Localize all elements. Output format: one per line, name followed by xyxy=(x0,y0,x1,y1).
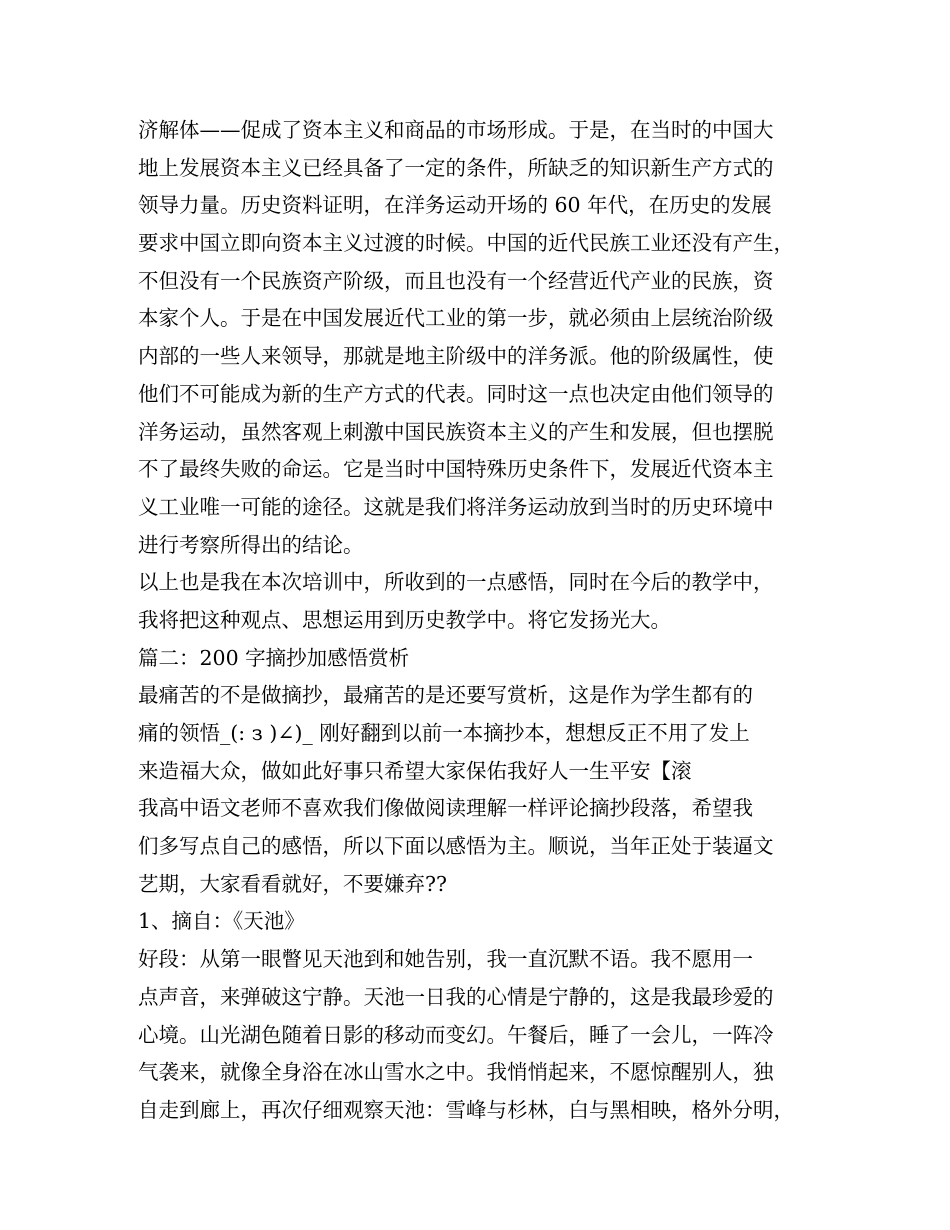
text-line: 自走到廊上，再次仔细观察天池：雪峰与杉林，白与黑相映，格外分明， xyxy=(138,1097,794,1122)
text-line: 进行考察所得出的结论。 xyxy=(138,532,364,557)
text-line: 义工业唯一可能的途径。这就是我们将洋务运动放到当时的历史环境中 xyxy=(138,494,774,519)
text-line: 要求中国立即向资本主义过渡的时候。中国的近代民族工业还没有产生， xyxy=(138,231,794,256)
subsection-heading: 1、摘自：《天池》 xyxy=(138,909,305,934)
text-line: 地上发展资本主义已经具备了一定的条件，所缺乏的知识新生产方式的 xyxy=(138,155,774,180)
text-line: 我高中语文老师不喜欢我们像做阅读理解一样评论摘抄段落，希望我 xyxy=(138,796,753,821)
text-line: 气袭来，就像全身浴在冰山雪水之中。我悄悄起来，不愿惊醒别人，独 xyxy=(138,1060,774,1085)
text-line: 痛的领悟_(: з )∠)_ 刚好翻到以前一本摘抄本，想想反正不用了发上 xyxy=(138,721,750,745)
section-heading: 篇二：200 字摘抄加感悟赏析 xyxy=(138,645,410,670)
text-line: 点声音，来弹破这宁静。天池一日我的心情是宁静的，这是我最珍爱的 xyxy=(138,984,774,1009)
text-line: 我将把这种观点、思想运用到历史教学中。将它发扬光大。 xyxy=(138,607,671,632)
body-text xyxy=(138,112,828,1130)
text-line: 最痛苦的不是做摘抄，最痛苦的是还要写赏析，这是作为学生都有的 xyxy=(138,683,753,708)
text-line: 洋务运动，虽然客观上刺激中国民族资本主义的产生和发展，但也摆脱 xyxy=(138,419,774,444)
text-line: 他们不可能成为新的生产方式的代表。同时这一点也决定由他们领导的 xyxy=(138,381,774,406)
text-line: 来造福大众，做如此好事只希望大家保佑我好人一生平安【滚 xyxy=(138,758,692,783)
text-line: 本家个人。于是在中国发展近代工业的第一步，就必须由上层统治阶级 xyxy=(138,306,774,331)
text-line: 艺期，大家看看就好，不要嫌弃?? xyxy=(138,871,447,896)
text-line: 内部的一些人来领导，那就是地主阶级中的洋务派。他的阶级属性，使 xyxy=(138,344,774,369)
text-line: 不了最终失败的命运。它是当时中国特殊历史条件下，发展近代资本主 xyxy=(138,457,774,482)
text-line: 济解体——促成了资本主义和商品的市场形成。于是，在当时的中国大 xyxy=(138,118,774,142)
text-line: 不但没有一个民族资产阶级，而且也没有一个经营近代产业的民族，资 xyxy=(138,268,774,293)
text-line: 以上也是我在本次培训中，所收到的一点感悟，同时在今后的教学中， xyxy=(138,570,774,595)
text-line: 领导力量。历史资料证明，在洋务运动开场的 60 年代，在历史的发展 xyxy=(138,193,772,218)
text-line: 心境。山光湖色随着日影的移动而变幻。午餐后，睡了一会儿，一阵冷 xyxy=(138,1022,774,1047)
text-line: 们多写点自己的感悟，所以下面以感悟为主。顺说，当年正处于装逼文 xyxy=(138,834,774,859)
text-line: 好段：从第一眼瞥见天池到和她告别，我一直沉默不语。我不愿用一 xyxy=(138,947,753,972)
